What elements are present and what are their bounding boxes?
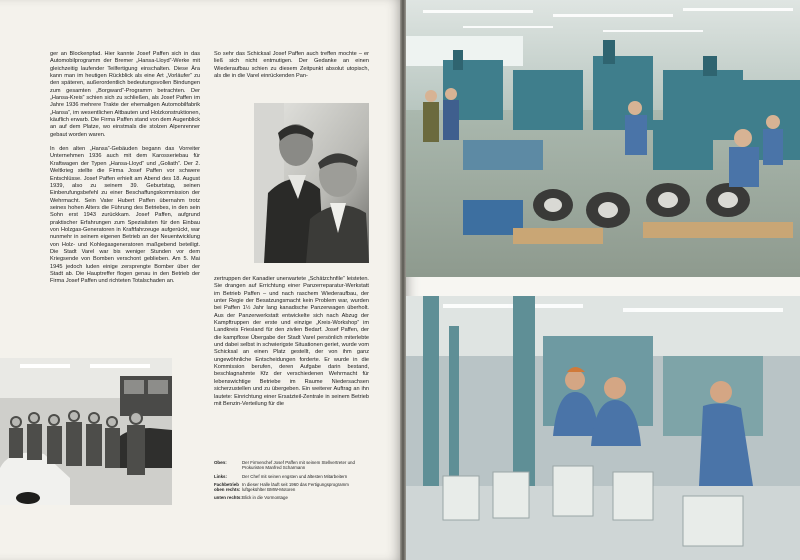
book-gutter: [400, 0, 406, 560]
caption-row: [214, 482, 374, 493]
caption-key: Links:: [214, 473, 227, 479]
photo-two-men-portrait: [254, 103, 369, 263]
caption-row: [214, 495, 374, 500]
photo-captions: [214, 460, 374, 504]
caption-text: Der Chef mit seinen engsten und ältesten Mitarbeitern: [242, 473, 348, 479]
caption-text: In dieser Halle läuft seit 1960 das Fertigungsprogramm luftgekühlter BMW-Motoren: [242, 481, 349, 493]
paragraph: ger an Blockenpfad. Hier kannte Josef Paffen sich in das Automobilprogramm der Bremer „Hansa-Lloyd“-Werke mit gleichzeitig laufender Teilfertigung einschalten. Diese Ära kann man im heutigen Rückblick als eine Art „Vorläufer“ zu den späteren, außerordentlich bedeutungsvollen Bindungen zum gesamten „Borgward“-Programm betrachten. Der „Hansa-Kreis“ schien sich zu schließen, als Josef Paffen im Jahre 1936 mehrere Trakte der ehemaligen Automobilfabrik „Hansa“, im wesentlichen Altbauten und Holzkonstruktionen, käuflich erwarb. Die Firma Paffen stand von dem Augenblick an auf dem Platze, wo einstmals die stolzen Alpenrenner gebaut worden waren.: [50, 51, 200, 138]
text-column-1: [50, 51, 200, 351]
paragraph: So sehr das Schicksal Josef Paffen auch treffen mochte – er ließ sich nicht entmutigen. Der Gedanke an einen Wiederaufbau schien zu diesem Zeitpunkt absolut utopisch, als die in die Varel einrückenden Pan-: [214, 51, 369, 80]
text-column-2-bottom: [214, 276, 369, 460]
photo-staff-group-with-cars: [0, 358, 172, 505]
caption-row: [214, 474, 374, 479]
photo-pre-assembly-workers: [403, 296, 800, 560]
caption-key: unten rechts:: [214, 495, 242, 501]
paragraph: In den alten „Hansa“-Gebäuden begann das Vorreiter Unternehmen 1936 auch mit dem Karosseriebau für Kraftwagen der Typen „Hansa-Lloyd“ und „Goliath“. Der 2. Weltkrieg stellte die Firma Josef Paffen vor schwere Entschlüsse. Josef Paffen erhielt am Abend des 18. August 1939, also zu seinem 39. Geburtstag, seinen Einberufungsbefehl zu einer Beschaffungskommission der Wehrmacht. Sein Vater Hubert Paffen übernahm trotz seines hohen Alters die Führung des Betriebes, in den sein Sohn erst 1943 zurückkam. Josef Paffen, aufgrund praktischer Erfahrungen zum Spezialisten für den Einbau von Holzgas-Generatoren in Kraftfahrzeuge aufgerückt, war nunmehr in seinem eigenen Betrieb an der Neuentwicklung von Holz- und Kohlegasgeneratoren maßgebend beteiligt. Die Stadt Varel war bis weniger Stunden vor dem Kriegsende von Bomben verschont geblieben. Am 5. Mai 1945 jedoch luden einige zersprengte Bomber über der Stadt ab. Die Hauptreffer flogen genau in den Betrieb der Firma Josef Paffen und richteten Totalschaden an.: [50, 146, 200, 285]
caption-row: [214, 460, 374, 471]
paragraph: zertruppen der Kanadier unerwartete „Schätzchnfile“ leisteten. Sie drangen auf Errichtung einer Panzerreparatur-Werkstatt im Betrieb Paffen – und nach raschem Wiederaufbau, der unter Regie der Besatzungsmacht kein Problem war, wurden bei Paffen 1½ Jahr lang kanadische Panzerwagen überholt. Aus der Panzerwerkstatt entwickelte sich nach Abzug der Kampftruppen der erste und einzige „Kreis-Workshop“ im Landkreis Friesland für den zivilen Bedarf. Josef Paffen, der die kampflose Übergabe der Stadt Varel persönlich miterlebte und dabei selbst in schwierigste Situationen geriet, wurde vom Schicksal an einen Platz gestellt, der von ihm ganz ungewöhnliche Entscheidungen forderte. Er wurde in die Kommission berufen, deren Aufgabe darin bestand, beschlagnahmte Kfz der verschiedenen Wehrmacht für lebenswichtige Betriebe im Raume Niedersachsen sicherzustellen und zu übergeben. Ein weiterer Auftrag an ihn lautete: Einrichtung einer Ersatzteil-Zentrale in seinem Betrieb mit Benzin-Verteilung für die: [214, 276, 369, 407]
caption-key: Fachbetrieb oben rechts:: [214, 481, 241, 493]
caption-text: Blick in die Vormontage: [242, 495, 288, 501]
caption-key: Oben:: [214, 460, 227, 465]
photo-bmw-engine-assembly-hall: [403, 0, 800, 277]
text-column-2-top: [214, 51, 369, 101]
caption-text: Der Firmenchef Josef Paffen mit seinem Stellvertreter und Prokuristen Manfred Scharmann: [242, 460, 355, 471]
